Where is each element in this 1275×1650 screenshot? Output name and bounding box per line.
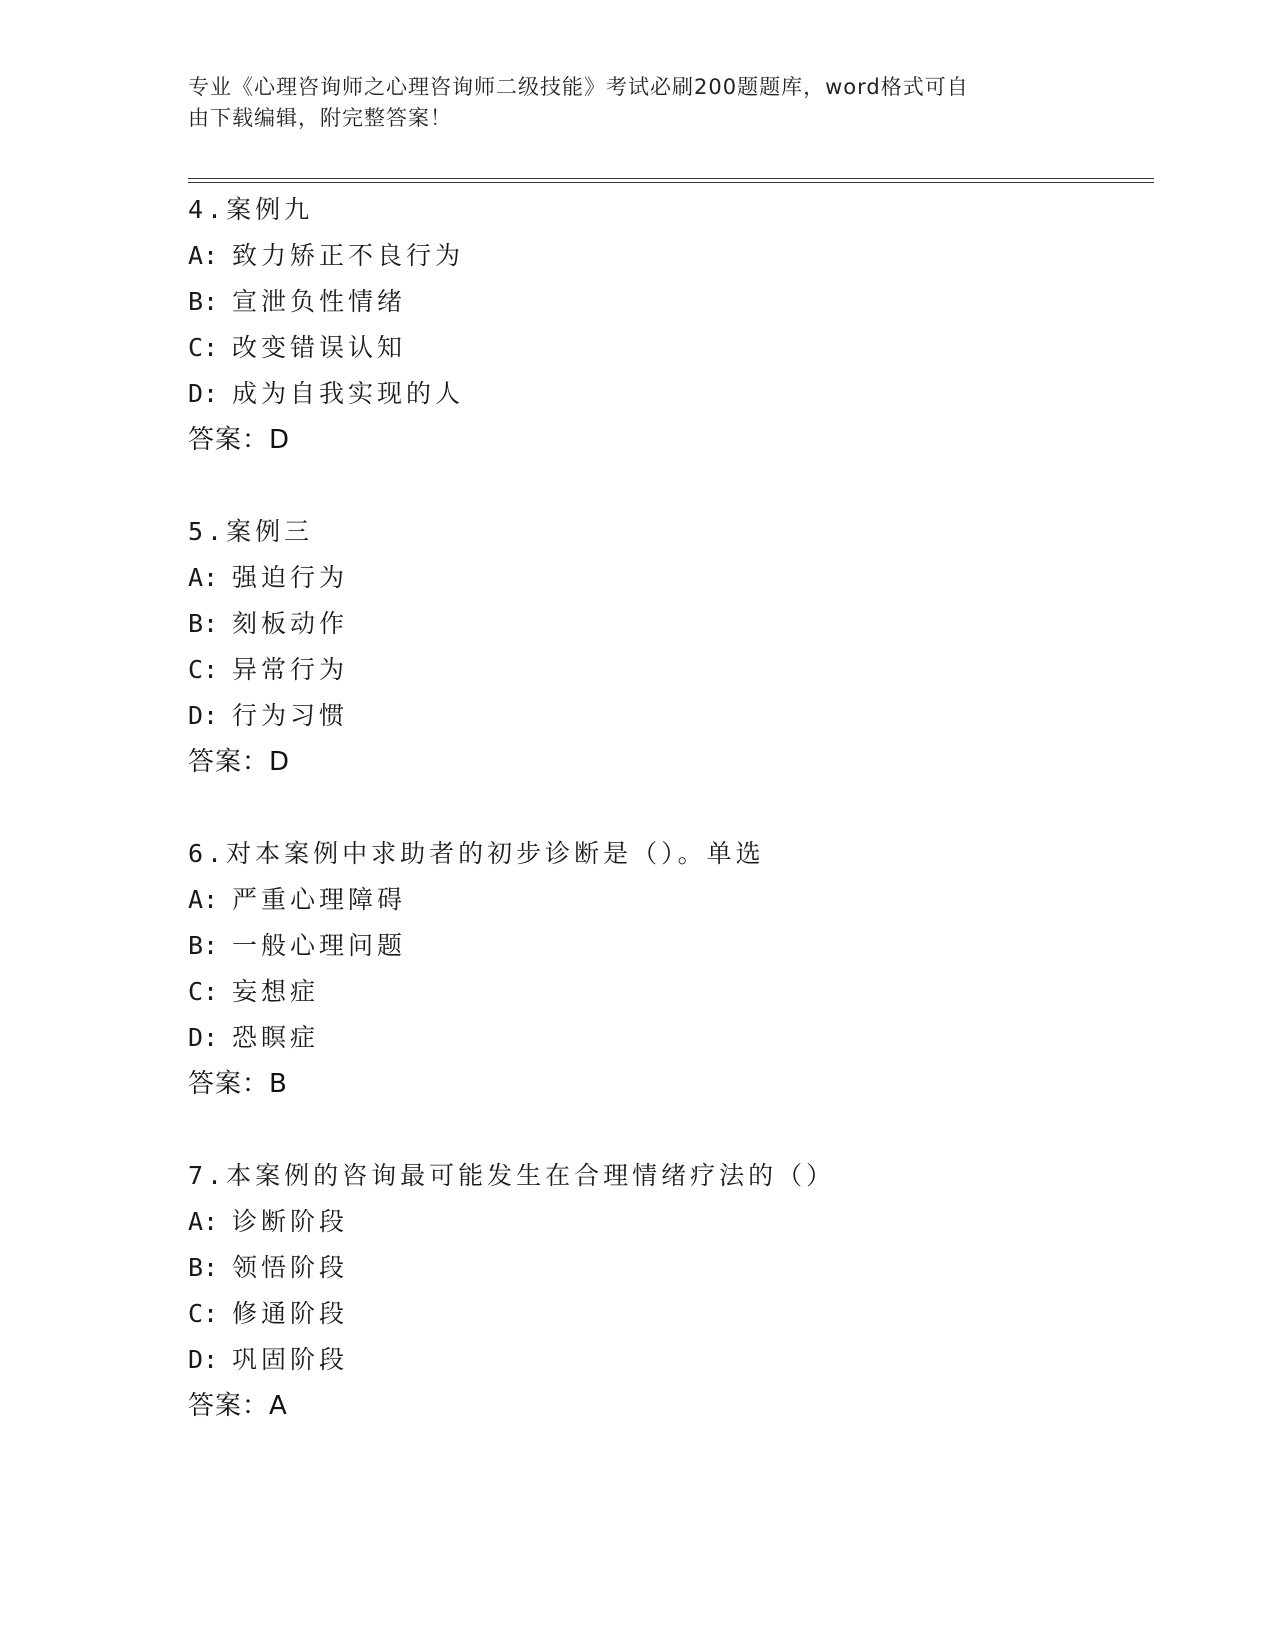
option-text: 行为习惯 bbox=[232, 701, 349, 730]
option-text: 刻板动作 bbox=[232, 609, 349, 638]
option-a bbox=[188, 877, 1148, 923]
question-title: 5.案例三 bbox=[188, 517, 314, 546]
option-b bbox=[188, 923, 1148, 969]
option-letter: B: bbox=[188, 1253, 219, 1282]
option-c bbox=[188, 325, 1148, 371]
answer-line: 答案：D bbox=[188, 425, 291, 455]
question-block bbox=[188, 831, 1148, 1107]
option-text: 宣泄负性情绪 bbox=[232, 287, 407, 316]
option-text: 领悟阶段 bbox=[232, 1253, 349, 1282]
question-title: 7.本案例的咨询最可能发生在合理情绪疗法的（） bbox=[188, 1161, 836, 1190]
option-text: 强迫行为 bbox=[232, 563, 349, 592]
header-line-1: 专业《心理咨询师之心理咨询师二级技能》考试必刷200题题库，word格式可自 bbox=[188, 75, 969, 99]
option-letter: A: bbox=[188, 1207, 219, 1236]
question-title: 6.对本案例中求助者的初步诊断是（）。单选 bbox=[188, 839, 765, 868]
option-letter: A: bbox=[188, 241, 219, 270]
option-b bbox=[188, 279, 1148, 325]
option-c bbox=[188, 1291, 1148, 1337]
option-letter: C: bbox=[188, 1299, 219, 1328]
option-text: 严重心理障碍 bbox=[232, 885, 407, 914]
option-d bbox=[188, 1015, 1148, 1061]
option-b bbox=[188, 1245, 1148, 1291]
option-letter: B: bbox=[188, 287, 219, 316]
option-d bbox=[188, 1337, 1148, 1383]
option-letter: B: bbox=[188, 931, 219, 960]
question-block bbox=[188, 1153, 1148, 1429]
option-letter: D: bbox=[188, 1345, 219, 1374]
option-letter: C: bbox=[188, 977, 219, 1006]
question-block bbox=[188, 509, 1148, 785]
answer-line: 答案：B bbox=[188, 1069, 288, 1099]
question-block bbox=[188, 187, 1148, 463]
option-text: 成为自我实现的人 bbox=[232, 379, 465, 408]
option-letter: D: bbox=[188, 1023, 219, 1052]
option-a bbox=[188, 233, 1148, 279]
option-text: 恐瞑症 bbox=[232, 1023, 320, 1052]
option-letter: A: bbox=[188, 885, 219, 914]
option-c bbox=[188, 969, 1148, 1015]
option-letter: B: bbox=[188, 609, 219, 638]
option-letter: C: bbox=[188, 655, 219, 684]
option-letter: A: bbox=[188, 563, 219, 592]
option-d bbox=[188, 693, 1148, 739]
option-text: 诊断阶段 bbox=[232, 1207, 349, 1236]
header-line-2: 由下载编辑，附完整答案！ bbox=[188, 106, 452, 130]
option-text: 致力矫正不良行为 bbox=[232, 241, 465, 270]
option-b bbox=[188, 601, 1148, 647]
option-text: 异常行为 bbox=[232, 655, 349, 684]
option-letter: D: bbox=[188, 379, 219, 408]
option-text: 改变错误认知 bbox=[232, 333, 407, 362]
header-divider-top bbox=[188, 178, 1154, 179]
header-divider-bottom bbox=[188, 182, 1154, 183]
option-a bbox=[188, 1199, 1148, 1245]
option-a bbox=[188, 555, 1148, 601]
option-letter: D: bbox=[188, 701, 219, 730]
option-c bbox=[188, 647, 1148, 693]
option-text: 巩固阶段 bbox=[232, 1345, 349, 1374]
question-list bbox=[188, 187, 1148, 1475]
document-header bbox=[188, 72, 1068, 134]
option-text: 妄想症 bbox=[232, 977, 320, 1006]
option-letter: C: bbox=[188, 333, 219, 362]
answer-line: 答案：A bbox=[188, 1391, 288, 1421]
option-text: 修通阶段 bbox=[232, 1299, 349, 1328]
option-d bbox=[188, 371, 1148, 417]
answer-line: 答案：D bbox=[188, 747, 291, 777]
option-text: 一般心理问题 bbox=[232, 931, 407, 960]
question-title: 4.案例九 bbox=[188, 195, 314, 224]
